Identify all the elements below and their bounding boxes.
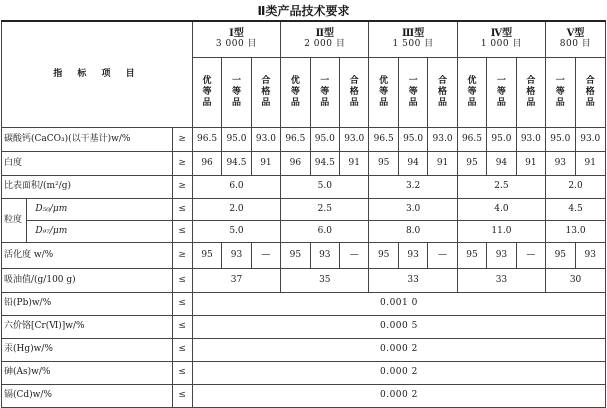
cell-value: — [251,242,280,268]
cell-value: 2.0 [192,198,280,220]
comparison-sign: ≥ [172,175,192,198]
cell-value: 95.0 [398,127,427,151]
grade-first: 一 等 品 [310,57,339,127]
grade-first: 一 等 品 [222,57,251,127]
cell-value: 6.0 [281,220,369,242]
cell-value: 93.0 [575,127,605,151]
cell-value: 11.0 [457,220,545,242]
cell-value: 3.0 [369,198,457,220]
row-label: 六价铬[Cr(Ⅵ)]w/% [2,315,173,338]
cell-value: 0.000 2 [192,361,605,384]
comparison-sign: ≥ [172,242,192,268]
cell-value: 95.0 [487,127,516,151]
cell-value: 94.5 [222,151,251,175]
comparison-sign: ≥ [172,127,192,151]
table-title: Ⅱ类产品技术要求 [257,4,350,18]
row-label: 汞(Hg)w/% [2,338,173,361]
granularity-label: 粒度 [2,198,27,242]
cell-value: 0.000 2 [192,384,605,407]
row-label: 比表面积/(m²/g) [2,175,173,198]
cell-value: 4.5 [546,198,606,220]
cell-value: 96.5 [369,127,398,151]
cell-value: — [516,242,545,268]
cell-value: 2.5 [281,198,369,220]
cell-value: 94 [487,151,516,175]
grade-premium: 优 等 品 [369,57,398,127]
type-header-4: Ⅳ型 1 000 目 [457,21,545,57]
cell-value: 91 [340,151,369,175]
grade-premium: 优 等 品 [192,57,221,127]
row-caco3 [2,127,606,151]
comparison-sign: ≤ [172,268,192,292]
grade-qualified: 合 格 品 [340,57,369,127]
grade-first: 一 等 品 [546,57,575,127]
cell-value: 96.5 [192,127,221,151]
cell-value: 93 [546,151,575,175]
row-label: 铅(Pb)w/% [2,292,173,315]
cell-value: 2.0 [546,175,606,198]
cell-value: 91 [251,151,280,175]
cell-value: 13.0 [546,220,606,242]
cell-value: 93.0 [516,127,545,151]
row-label: 活化度 w/% [2,242,173,268]
row-label: 白度 [2,151,173,175]
type-header-3: Ⅲ型 1 500 目 [369,21,457,57]
cell-value: 95 [369,151,398,175]
cell-value: 96.5 [281,127,310,151]
grade-first: 一 等 品 [487,57,516,127]
grade-qualified: 合 格 品 [575,57,605,127]
cell-value: 91 [516,151,545,175]
row-lead [2,292,606,315]
comparison-sign: ≤ [172,361,192,384]
cell-value: 91 [575,151,605,175]
index-header: 指 标 项 目 [2,21,193,127]
cell-value: — [428,242,457,268]
row-oil-absorption [2,268,606,292]
comparison-sign: ≥ [172,151,192,175]
cell-value: 35 [281,268,369,292]
cell-value: 91 [428,151,457,175]
cell-value: 5.0 [281,175,369,198]
cell-value: 93 [398,242,427,268]
cell-value: 96 [192,151,221,175]
cell-value: 96.5 [457,127,486,151]
cell-value: 3.2 [369,175,457,198]
row-activation [2,242,606,268]
grade-qualified: 合 格 品 [428,57,457,127]
row-label: 砷(As)w/% [2,361,173,384]
row-d50 [2,198,606,220]
cell-value: 95 [281,242,310,268]
cell-value: 93 [222,242,251,268]
row-label: D₉₇/μm [27,220,172,242]
row-label: 碳酸钙(CaCO₃)(以干基计)w/% [2,127,173,151]
cell-value: 37 [192,268,280,292]
row-label: 镉(Cd)w/% [2,384,173,407]
cell-value: 95 [192,242,221,268]
comparison-sign: ≤ [172,384,192,407]
cell-value: 94.5 [310,151,339,175]
cell-value: 5.0 [192,220,280,242]
cell-value: 95.0 [310,127,339,151]
cell-value: 93 [310,242,339,268]
comparison-sign: ≤ [172,315,192,338]
cell-value: 93.0 [340,127,369,151]
row-arsenic [2,361,606,384]
cell-value: 95 [369,242,398,268]
row-label: D₅₀/μm [27,198,172,220]
cell-value: 33 [457,268,545,292]
cell-value: 95.0 [222,127,251,151]
row-d97 [2,220,606,242]
grade-qualified: 合 格 品 [251,57,280,127]
grade-premium: 优 等 品 [457,57,486,127]
cell-value: 94 [398,151,427,175]
row-label: 吸油值/(g/100 g) [2,268,173,292]
cell-value: 33 [369,268,457,292]
cell-value: 0.001 0 [192,292,605,315]
cell-value: 6.0 [192,175,280,198]
row-chromium [2,315,606,338]
cell-value: 93 [575,242,605,268]
cell-value: — [340,242,369,268]
spec-table [1,20,606,408]
cell-value: 95.0 [546,127,575,151]
cell-value: 95 [457,151,486,175]
cell-value: 2.5 [457,175,545,198]
grade-first: 一 等 品 [398,57,427,127]
cell-value: 93 [487,242,516,268]
type-header-5: Ⅴ型 800 目 [546,21,606,57]
cell-value: 0.000 5 [192,315,605,338]
comparison-sign: ≤ [172,292,192,315]
cell-value: 8.0 [369,220,457,242]
grade-qualified: 合 格 品 [516,57,545,127]
cell-value: 0.000 2 [192,338,605,361]
row-mercury [2,338,606,361]
cell-value: 95 [457,242,486,268]
cell-value: 96 [281,151,310,175]
cell-value: 4.0 [457,198,545,220]
row-whiteness [2,151,606,175]
row-surface-area [2,175,606,198]
cell-value: 95 [546,242,575,268]
comparison-sign: ≤ [172,198,192,220]
grade-premium: 优 等 品 [281,57,310,127]
type-header-1: Ⅰ型 3 000 目 [192,21,280,57]
cell-value: 30 [546,268,606,292]
comparison-sign: ≤ [172,220,192,242]
cell-value: 93.0 [428,127,457,151]
comparison-sign: ≤ [172,338,192,361]
type-header-2: Ⅱ型 2 000 目 [281,21,369,57]
cell-value: 93.0 [251,127,280,151]
row-cadmium [2,384,606,407]
